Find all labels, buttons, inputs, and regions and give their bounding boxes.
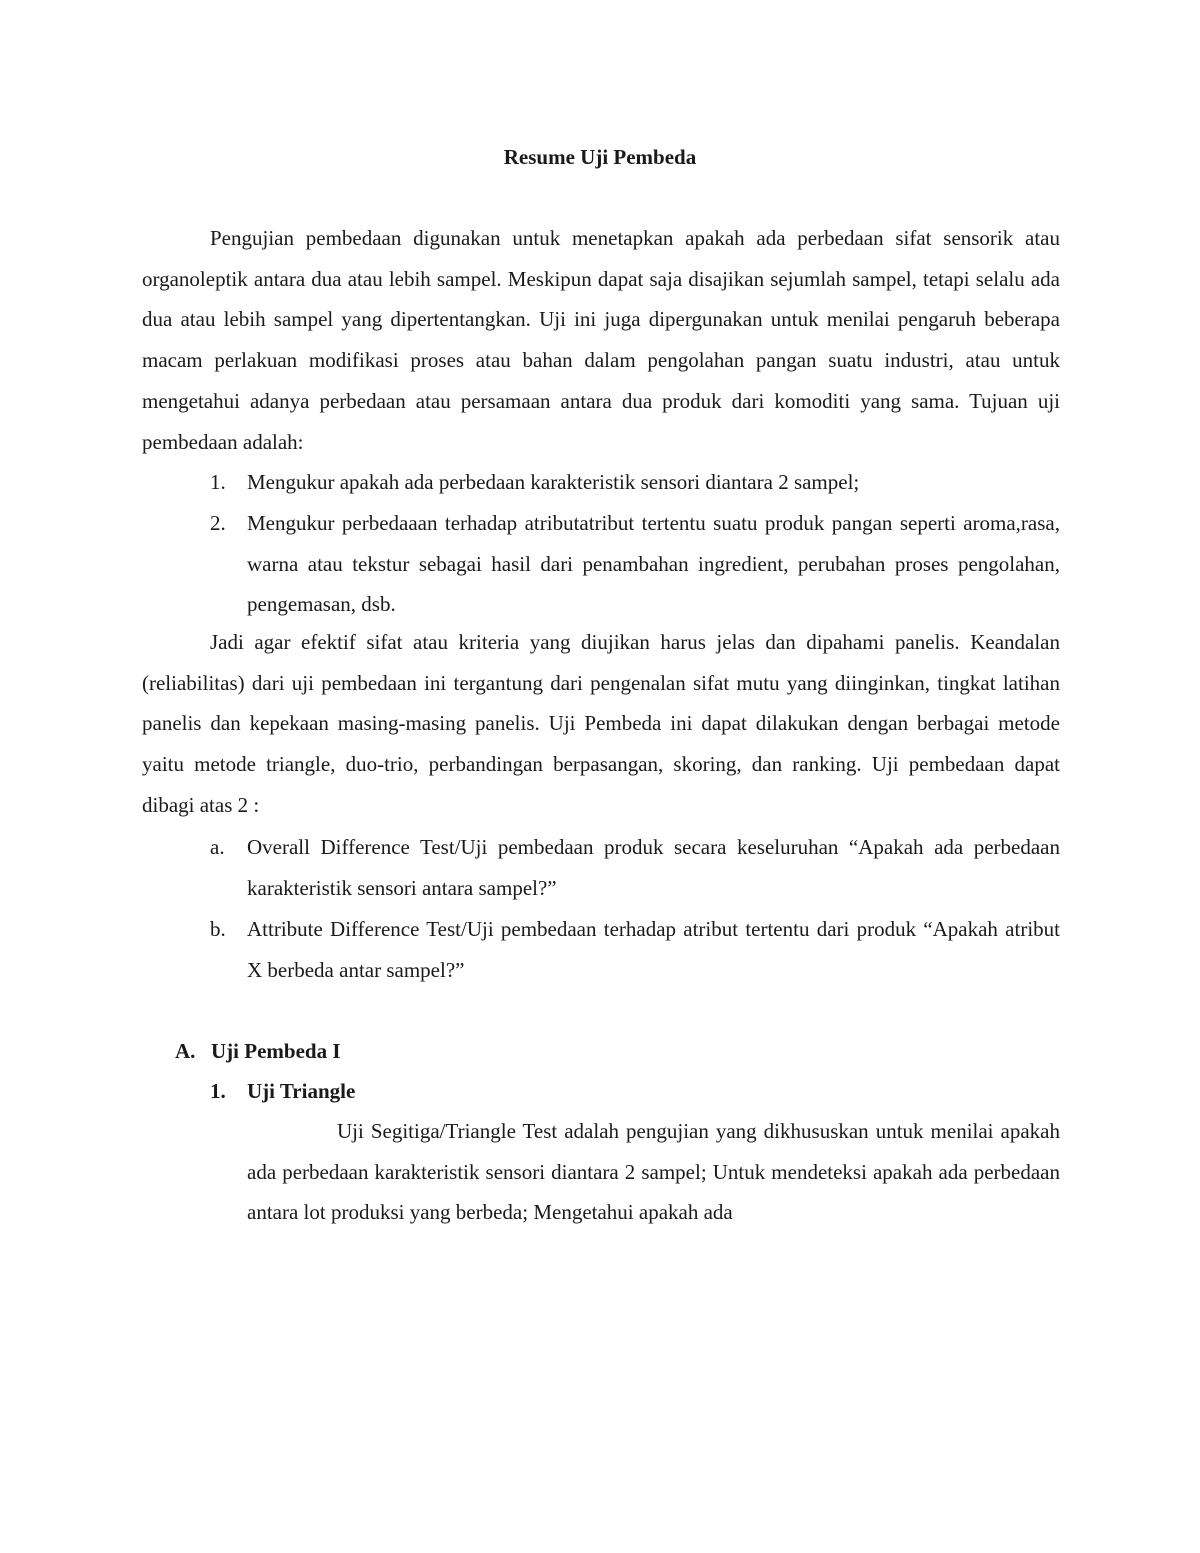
list-item-text: Overall Difference Test/Uji pembedaan produk secara keseluruhan “Apakah ada perbedaan karakteristik sensori antara sampel?” [247,835,1060,900]
subsection-marker: 1. [210,1079,226,1103]
section-heading [175,1037,341,1065]
list-marker: 1. [210,470,226,494]
section-label: Uji Pembeda I [211,1039,341,1063]
list-marker: 2. [210,511,226,535]
list-marker: a. [210,835,225,859]
subsection-heading [210,1077,355,1105]
subsection-label: Uji Triangle [247,1079,356,1103]
intro-paragraph: Pengujian pembedaan digunakan untuk menetapkan apakah ada perbedaan sifat sensorik atau organoleptik antara dua atau lebih sampel. Meskipun dapat saja disajikan sejumlah sampel, tetapi selalu ada dua atau lebih sampel yang dipertentangkan. Uji ini juga dipergunakan untuk menilai pengaruh beberapa macam perlakuan modifikasi proses atau bahan dalam pengolahan pangan suatu industri, atau untuk mengetahui adanya perbedaan atau persamaan antara dua produk dari komoditi yang sama. Tujuan uji pembedaan adalah: [142,226,1060,454]
second-paragraph: Jadi agar efektif sifat atau kriteria yang diujikan harus jelas dan dipahami panelis. Keandalan (reliabilitas) dari uji pembedaan ini tergantung dari pengenalan sifat mutu yang diinginkan, tingkat latihan panelis dan kepekaan masing-masing panelis. Uji Pembeda ini dapat dilakukan dengan berbagai metode yaitu metode triangle, duo-trio, perbandingan berpasangan, skoring, dan ranking. Uji pembedaan dapat dibagi atas 2 : [142,630,1060,817]
list-item-text: Mengukur apakah ada perbedaan karakteristik sensori diantara 2 sampel; [247,470,860,494]
list-item-text: Mengukur perbedaaan terhadap atributatribut tertentu suatu produk pangan seperti aroma,rasa, warna atau tekstur sebagai hasil dari penambahan ingredient, perubahan proses pengolahan, pengemasan, dsb. [247,511,1060,617]
list-marker: b. [210,917,226,941]
triangle-paragraph: Uji Segitiga/Triangle Test adalah pengujian yang dikhususkan untuk menilai apakah ada perbedaan karakteristik sensori diantara 2 sampel; Untuk mendeteksi apakah ada perbedaan antara lot produksi yang berbeda; Mengetahui apakah ada [247,1119,1060,1225]
page-title: Resume Uji Pembeda [503,145,697,169]
list-item-text: Attribute Difference Test/Uji pembedaan terhadap atribut tertentu dari produk “Apakah atribut X berbeda antar sampel?” [247,917,1060,982]
section-marker: A. [175,1039,196,1063]
